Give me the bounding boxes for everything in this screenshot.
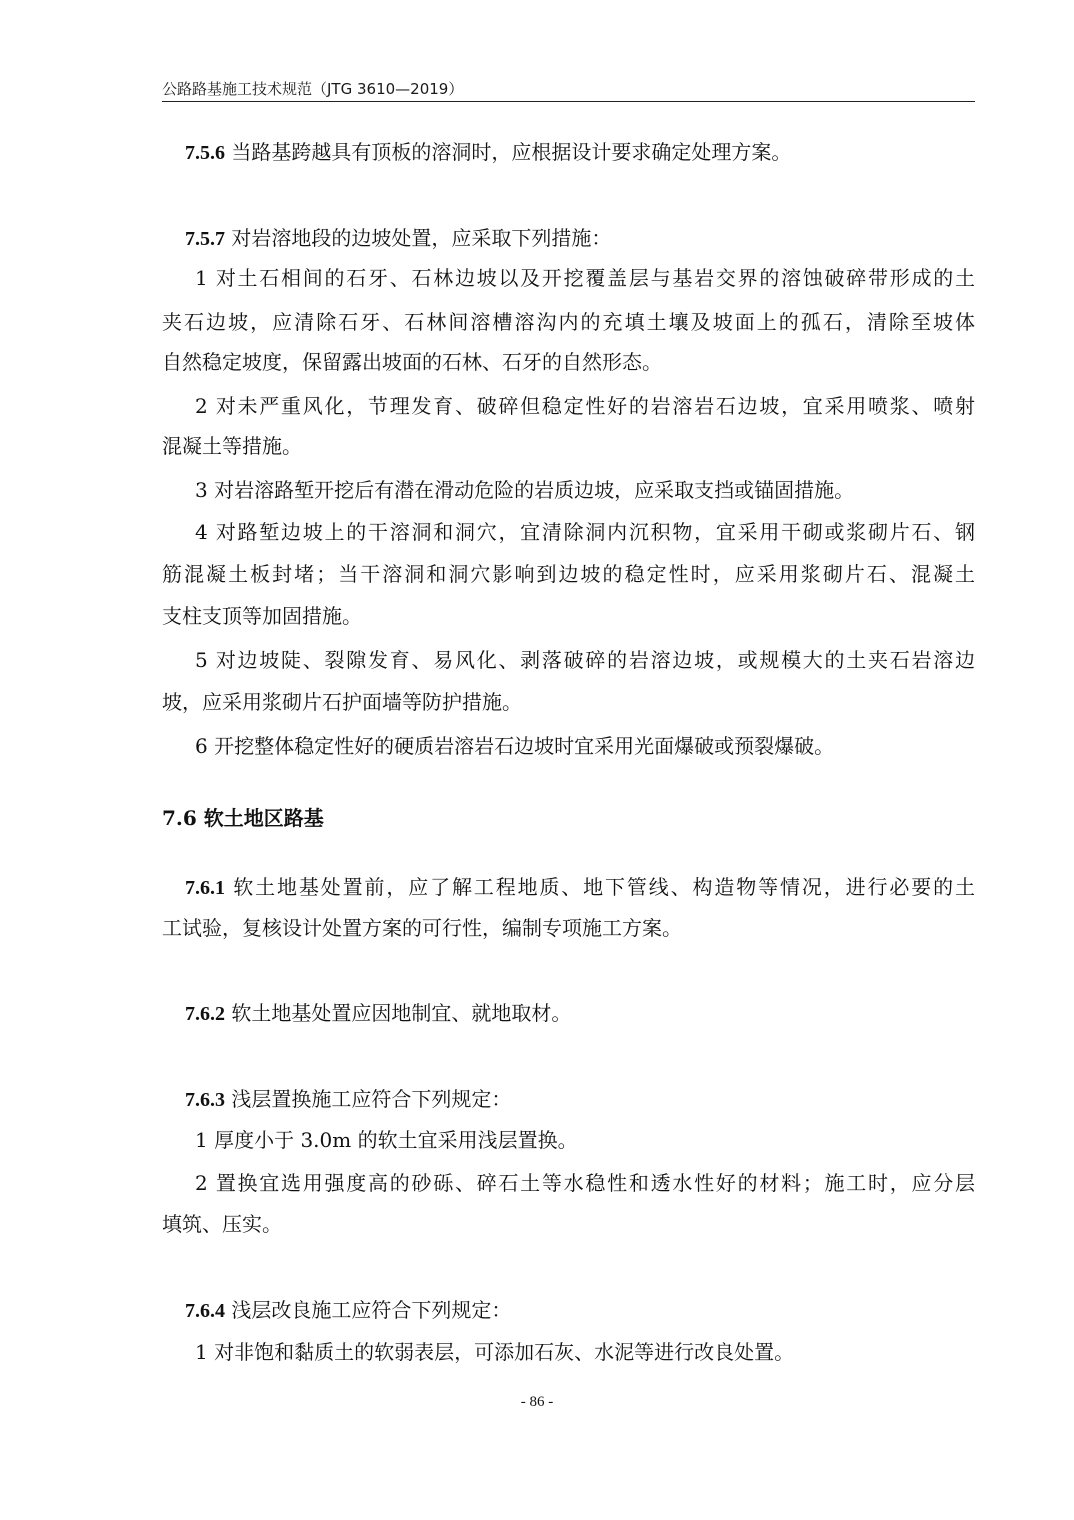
list-item-line: 筋混凝土板封堵；当干溶洞和洞穴影响到边坡的稳定性时，应采用浆砌片石、混凝土 xyxy=(162,562,975,586)
line-text: 3 对岩溶路堑开挖后有潜在滑动危险的岩质边坡，应采取支挡或锚固措施。 xyxy=(195,478,855,502)
line-text: 1 对非饱和黏质土的软弱表层，可添加石灰、水泥等进行改良处置。 xyxy=(195,1340,795,1364)
clause-7-5-6 xyxy=(162,139,975,166)
clause-7-6-2 xyxy=(162,1000,975,1027)
page-number: - 86 - xyxy=(520,1394,554,1410)
list-item-line xyxy=(162,519,975,545)
clause-number: 7.6.3 xyxy=(185,1089,225,1111)
list-item-line: 混凝土等措施。 xyxy=(162,434,302,458)
clause-text: 软土地基处置应因地制宜、就地取材。 xyxy=(231,1001,572,1025)
list-item-line xyxy=(162,1127,975,1153)
line-text: 5 对边坡陡、裂隙发育、易风化、剥落破碎的岩溶边坡，或规模大的土夹石岩溶边 xyxy=(195,648,975,672)
line-text: 2 对未严重风化，节理发育、破碎但稳定性好的岩溶岩石边坡，宜采用喷浆、喷射 xyxy=(195,394,975,418)
running-header: 公路路基施工技术规范（JTG 3610—2019） xyxy=(162,80,464,98)
line-text: 1 厚度小于 3.0m 的软土宜采用浅层置换。 xyxy=(195,1128,578,1152)
line-text: 4 对路堑边坡上的干溶洞和洞穴，宜清除洞内沉积物，宜采用干砌或浆砌片石、钢 xyxy=(195,520,975,544)
list-item-line: 坡，应采用浆砌片石护面墙等防护措施。 xyxy=(162,690,522,714)
clause-text: 浅层置换施工应符合下列规定： xyxy=(231,1087,512,1111)
header-rule xyxy=(162,101,975,102)
clause-7-6-4 xyxy=(162,1297,975,1324)
section-title: 软土地区路基 xyxy=(203,806,324,830)
section-heading-7-6 xyxy=(162,805,324,831)
clause-number: 7.5.7 xyxy=(185,228,225,250)
list-item-line: 支柱支顶等加固措施。 xyxy=(162,604,362,628)
list-item-line xyxy=(162,1170,975,1196)
clause-7-6-3 xyxy=(162,1086,975,1113)
clause-7-6-1 xyxy=(162,874,975,901)
clause-number: 7.5.6 xyxy=(185,142,225,164)
clause-number: 7.6.4 xyxy=(185,1300,225,1322)
line-text: 1 对土石相间的石牙、石林边坡以及开挖覆盖层与基岩交界的溶蚀破碎带形成的土 xyxy=(195,266,975,290)
list-item-line xyxy=(162,1339,975,1365)
section-number: 7.6 xyxy=(162,806,197,830)
clause-number: 7.6.1 xyxy=(185,877,225,899)
list-item-line xyxy=(162,265,975,291)
clause-number: 7.6.2 xyxy=(185,1003,225,1025)
list-item-line xyxy=(162,393,975,419)
list-item-line: 自然稳定坡度，保留露出坡面的石林、石牙的自然形态。 xyxy=(162,350,662,374)
list-item-line: 填筑、压实。 xyxy=(162,1212,282,1236)
list-item-line xyxy=(162,733,975,759)
list-item-line xyxy=(162,477,975,503)
line-text: 2 置换宜选用强度高的砂砾、碎石土等水稳性和透水性好的材料；施工时，应分层 xyxy=(195,1171,975,1195)
list-item-line: 夹石边坡，应清除石牙、石林间溶槽溶沟内的充填土壤及坡面上的孤石，清除至坡体 xyxy=(162,310,975,334)
clause-7-6-1-cont: 工试验，复核设计处置方案的可行性，编制专项施工方案。 xyxy=(162,916,682,940)
list-item-line xyxy=(162,647,975,673)
clause-text: 浅层改良施工应符合下列规定： xyxy=(231,1298,512,1322)
clause-text: 当路基跨越具有顶板的溶洞时，应根据设计要求确定处理方案。 xyxy=(231,140,792,164)
clause-text: 软土地基处置前，应了解工程地质、地下管线、构造物等情况，进行必要的土 xyxy=(233,875,975,899)
clause-text: 对岩溶地段的边坡处置，应采取下列措施： xyxy=(231,226,612,250)
clause-7-5-7 xyxy=(162,225,975,252)
line-text: 6 开挖整体稳定性好的硬质岩溶岩石边坡时宜采用光面爆破或预裂爆破。 xyxy=(195,734,835,758)
